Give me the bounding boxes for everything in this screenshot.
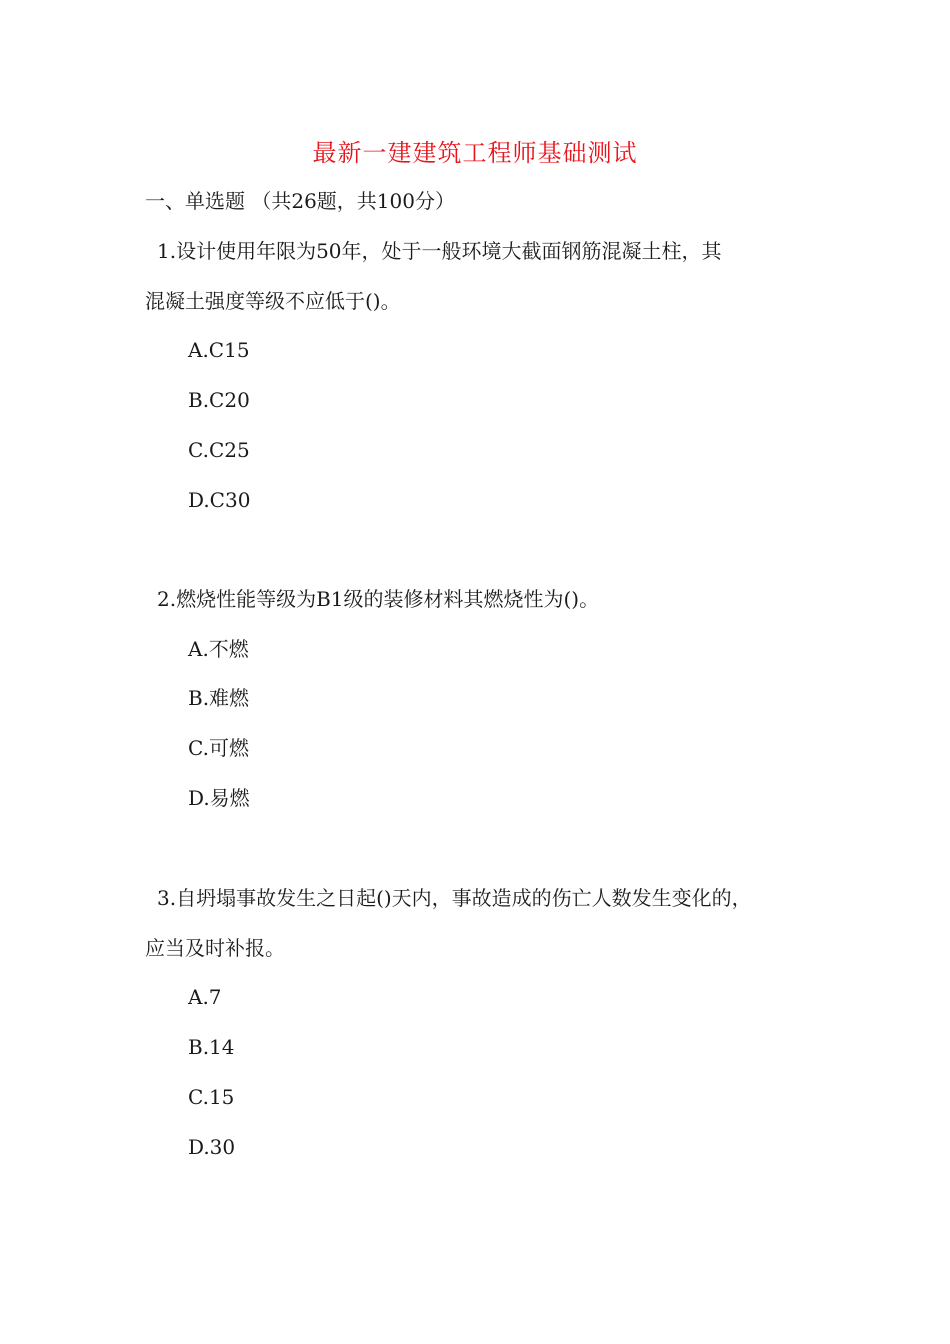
- question-1-line-2: 混凝土强度等级不应低于()。: [145, 289, 401, 313]
- question-3-option-d: D.30: [188, 1135, 236, 1159]
- question-2-option-b: B.难燃: [188, 686, 250, 710]
- question-2-option-a: A.不燃: [188, 637, 249, 661]
- section-heading: 一、单选题 （共26题，共100分）: [145, 189, 455, 213]
- question-2-option-d: D.易燃: [188, 786, 250, 810]
- question-3-option-c: C.15: [188, 1085, 235, 1109]
- question-3-option-b: B.14: [188, 1035, 235, 1059]
- question-1-option-c: C.C25: [188, 438, 250, 462]
- question-3-line-1: 3.自坍塌事故发生之日起()天内，事故造成的伤亡人数发生变化的，: [157, 886, 752, 910]
- question-2-line-1: 2.燃烧性能等级为B1级的装修材料其燃烧性为()。: [157, 587, 600, 611]
- question-1-option-b: B.C20: [188, 388, 250, 412]
- question-2-option-c: C.可燃: [188, 736, 249, 760]
- document-title: 最新一建建筑工程师基础测试: [312, 139, 638, 167]
- question-1-option-a: A.C15: [188, 338, 250, 362]
- question-1-option-d: D.C30: [188, 488, 251, 512]
- question-3-line-2: 应当及时补报。: [145, 936, 285, 960]
- question-3-option-a: A.7: [188, 985, 222, 1009]
- question-1-line-1: 1.设计使用年限为50年，处于一般环境大截面钢筋混凝土柱，其: [157, 239, 722, 263]
